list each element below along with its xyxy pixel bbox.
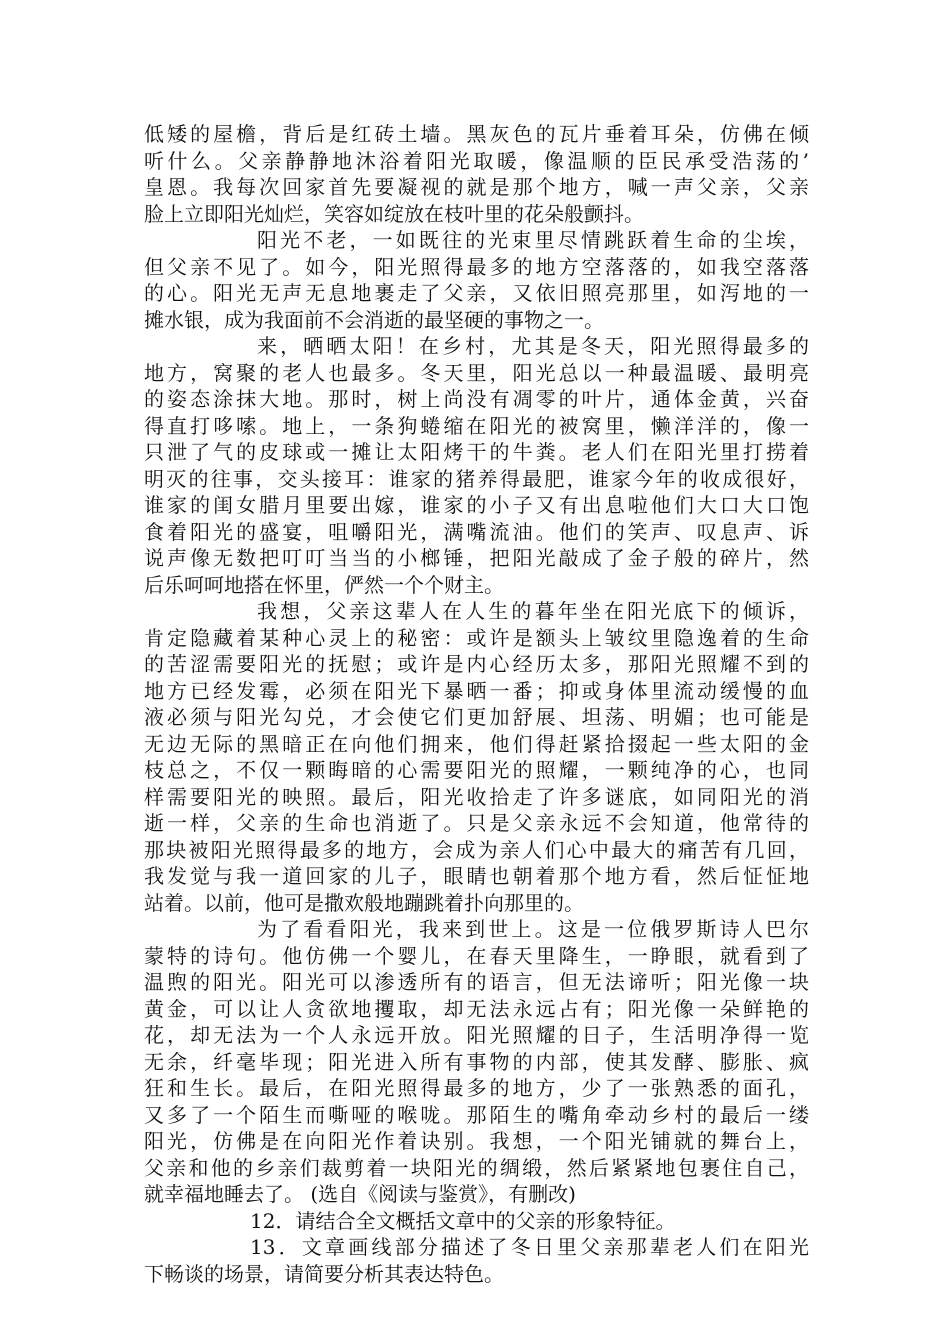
text-line: 温煦的阳光。阳光可以渗透所有的语言，但无法谛听；阳光像一块 (144, 970, 809, 994)
text-line: 低矮的屋檐，背后是红砖土墙。黑灰色的瓦片垂着耳朵，仿佛在倾 (144, 122, 809, 146)
text-line: 又多了一个陌生而嘶哑的喉咙。那陌生的嘴角牵动乡村的最后一缕 (144, 1102, 809, 1127)
text-line: 狂和生长。最后，在阳光照得最多的地方，少了一张熟悉的面孔， (144, 1076, 809, 1100)
paragraph-3 (144, 333, 809, 598)
text-line: 地方，窝聚的老人也最多。冬天里，阳光总以一种最温暖、最明亮 (144, 360, 809, 385)
text-line: 父亲和他的乡亲们裁剪着一块阳光的绸缎，然后紧紧地包裹住自己， (144, 1155, 809, 1180)
question-13 (144, 1234, 809, 1287)
text-line: 明灭的往事，交头接耳：谁家的猪养得最肥，谁家今年的收成很好， (144, 466, 809, 491)
text-line: 就幸福地睡去了。 (选自《阅读与鉴赏》，有删改) (144, 1182, 576, 1206)
text-line: 得直打哆嗦。地上，一条狗蜷缩在阳光的被窝里，懒洋洋的，像一 (144, 413, 809, 438)
text-line: 摊水银，成为我面前不会消逝的最坚硬的事物之一。 (144, 307, 604, 332)
text-line: 我想，父亲这辈人在人生的暮年坐在阳光底下的倾诉， (257, 599, 809, 623)
text-line: 液必须与阳光勾兑，才会使它们更加舒展、坦荡、明媚；也可能是 (144, 705, 809, 729)
question-12 (144, 1208, 809, 1235)
text-line: 肯定隐藏着某种心灵上的秘密：或许是额头上皱纹里隐逸着的生命 (144, 625, 809, 650)
text-line: 那块被阳光照得最多的地方，会成为亲人们心中最大的痛苦有几回， (144, 837, 809, 862)
question-line: 12．请结合全文概括文章中的父亲的形象特征。 (250, 1208, 676, 1233)
text-line: 为了看看阳光，我来到世上。这是一位俄罗斯诗人巴尔 (257, 917, 809, 941)
text-line: 蒙特的诗句。他仿佛一个婴儿，在春天里降生，一睁眼，就看到了 (144, 943, 809, 968)
text-line: 食着阳光的盛宴，咀嚼阳光，满嘴流油。他们的笑声、叹息声、诉 (144, 519, 809, 544)
text-line: 无边无际的黑暗正在向他们拥来，他们得赶紧拾掇起一些太阳的金 (144, 731, 809, 756)
text-line: 后乐呵呵地搭在怀里，俨然一个个财主。 (144, 572, 504, 597)
paragraph-5 (144, 916, 809, 1208)
question-line: 13．文章画线部分描述了冬日里父亲那辈老人们在阳光 (250, 1235, 809, 1259)
text-line: 站着。以前，他可是撒欢般地蹦跳着扑向那里的。 (144, 890, 584, 915)
text-line: 谁家的闺女腊月里要出嫁，谁家的小子又有出息啦他们大口大口饱 (144, 493, 809, 517)
text-line: 阳光，仿佛是在向阳光作着诀别。我想，一个阳光铺就的舞台上， (144, 1129, 809, 1153)
text-line: 阳光不老，一如既往的光束里尽情跳跃着生命的尘埃， (257, 228, 809, 252)
paragraph-4 (144, 598, 809, 916)
question-line: 下畅谈的场景，请简要分析其表达特色。 (144, 1261, 504, 1286)
text-line: 的姿态涂抹大地。那时，树上尚没有凋零的叶片，通体金黄，兴奋 (144, 387, 809, 411)
text-line: 花，却无法为一个人永远开放。阳光照耀的日子，生活明净得一览 (144, 1023, 809, 1047)
text-line: 我发觉与我一道回家的儿子，眼睛也朝着那个地方看，然后怔怔地 (144, 864, 809, 888)
text-line: 脸上立即阳光灿烂，笑容如绽放在枝叶里的花朵般颤抖。 (144, 201, 644, 226)
text-line: 的苦涩需要阳光的抚慰；或许是内心经历太多，那阳光照耀不到的 (144, 652, 809, 676)
paragraph-1 (144, 121, 809, 227)
text-line: 来，晒晒太阳！在乡村，尤其是冬天，阳光照得最多的 (257, 334, 809, 358)
text-line: 无余，纤毫毕现；阳光进入所有事物的内部，使其发酵、膨胀、疯 (144, 1049, 809, 1074)
text-line: 黄金，可以让人贪欲地攫取，却无法永远占有；阳光像一朵鲜艳的 (144, 996, 809, 1021)
text-line: 听什么。父亲静静地沐浴着阳光取暖，像温顺的臣民承受浩荡的’ (144, 148, 809, 173)
text-line: 逝一样，父亲的生命也消逝了。只是父亲永远不会知道，他常待的 (144, 811, 809, 835)
article-body (144, 121, 809, 1287)
text-line: 皇恩。我每次回家首先要凝视的就是那个地方，喊一声父亲，父亲 (144, 175, 809, 199)
text-line: 地方已经发霉，必须在阳光下暴晒一番；抑或身体里流动缓慢的血 (144, 678, 809, 703)
text-line: 样需要阳光的映照。最后，阳光收拾走了许多谜底，如同阳光的消 (144, 784, 809, 809)
text-line: 枝总之，不仅一颗晦暗的心需要阳光的照耀，一颗纯净的心，也同 (144, 758, 809, 782)
text-line: 只泄了气的皮球或一摊让太阳烤干的牛粪。老人们在阳光里打捞着 (144, 440, 809, 464)
text-line: 说声像无数把叮叮当当的小榔锤，把阳光敲成了金子般的碎片，然 (144, 546, 809, 570)
paragraph-2 (144, 227, 809, 333)
text-line: 但父亲不见了。如今，阳光照得最多的地方空落落的，如我空落落 (144, 254, 809, 279)
text-line: 的心。阳光无声无息地裹走了父亲，又依旧照亮那里，如泻地的一 (144, 281, 809, 305)
